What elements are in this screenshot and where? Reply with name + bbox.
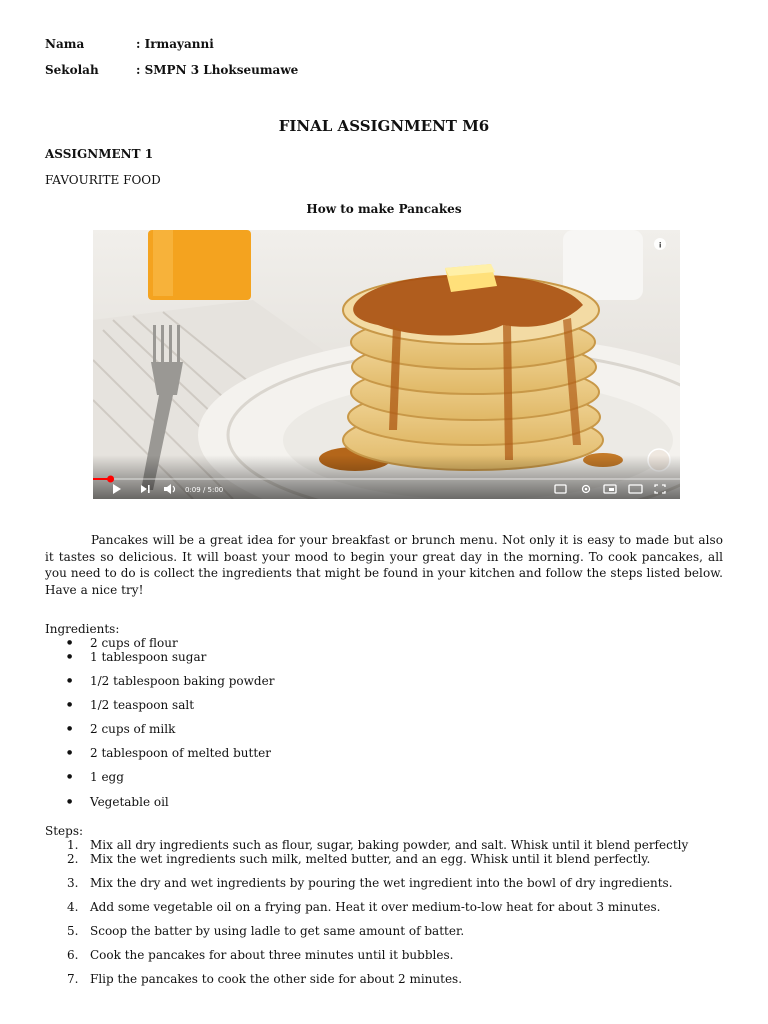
recipe-subtitle: How to make Pancakes: [306, 202, 462, 216]
topic-heading: FAVOURITE FOOD: [45, 173, 161, 187]
info-icon[interactable]: i: [659, 241, 662, 250]
video-frame: [93, 230, 680, 499]
ingredients-label: Ingredients:: [45, 622, 120, 636]
step-number: 4.: [67, 900, 79, 914]
step-item: Scoop the batter by using ladle to get same amount of batter.: [90, 924, 465, 938]
bullet-icon: ●: [67, 798, 73, 805]
name-value: : Irmayanni: [136, 37, 214, 51]
assignment-heading: ASSIGNMENT 1: [45, 147, 154, 161]
ingredient-item: Vegetable oil: [90, 795, 169, 809]
school-value: : SMPN 3 Lhokseumawe: [136, 63, 299, 77]
step-item: Mix all dry ingredients such as flour, sugar, baking powder, and salt. Whisk until it blend perfectly: [90, 838, 689, 852]
ingredient-item: 2 cups of flour: [90, 636, 178, 650]
ingredient-item: 2 cups of milk: [90, 722, 176, 736]
step-number: 6.: [67, 948, 79, 962]
bullet-icon: ●: [67, 639, 73, 646]
bullet-icon: ●: [67, 749, 73, 756]
ingredient-item: 1 tablespoon sugar: [90, 650, 207, 664]
bullet-icon: ●: [67, 773, 73, 780]
bullet-icon: ●: [67, 701, 73, 708]
step-item: Mix the wet ingredients such milk, melted butter, and an egg. Whisk until it blend perfectly.: [90, 852, 651, 866]
step-item: Flip the pancakes to cook the other side for about 2 minutes.: [90, 972, 463, 986]
step-number: 1.: [67, 838, 79, 852]
progress-knob[interactable]: [107, 476, 114, 483]
intro-paragraph: Pancakes will be a great idea for your breakfast or brunch menu. Not only it is easy to made but also it tastes so delicious. It will boast your mood to begin your great day in the morning. To cook pancakes, all you need to do is collect the ingredients that might be found in your kitchen and follow the steps listed below. Have a nice try!: [45, 533, 723, 597]
ingredient-item: 1/2 tablespoon baking powder: [90, 674, 275, 688]
page-title: FINAL ASSIGNMENT M6: [278, 117, 490, 135]
step-item: Cook the pancakes for about three minutes until it bubbles.: [90, 948, 454, 962]
school-label: Sekolah: [45, 63, 99, 77]
video-player[interactable]: [93, 230, 680, 499]
step-number: 3.: [67, 876, 79, 890]
steps-label: Steps:: [45, 824, 84, 838]
name-label: Nama: [45, 37, 85, 51]
step-number: 5.: [67, 924, 79, 938]
bullet-icon: ●: [67, 725, 73, 732]
ingredient-item: 1 egg: [90, 770, 124, 784]
step-number: 2.: [67, 852, 79, 866]
step-item: Mix the dry and wet ingredients by pouring the wet ingredient into the bowl of dry ingredients.: [90, 876, 673, 890]
ingredient-item: 2 tablespoon of melted butter: [90, 746, 271, 760]
bullet-icon: ●: [67, 653, 73, 660]
step-item: Add some vegetable oil on a frying pan. Heat it over medium-to-low heat for about 3 minutes.: [90, 900, 661, 914]
time-display: 0:09 / 5:00: [185, 486, 224, 494]
bullet-icon: ●: [67, 677, 73, 684]
ingredient-item: 1/2 teaspoon salt: [90, 698, 195, 712]
step-number: 7.: [67, 972, 79, 986]
